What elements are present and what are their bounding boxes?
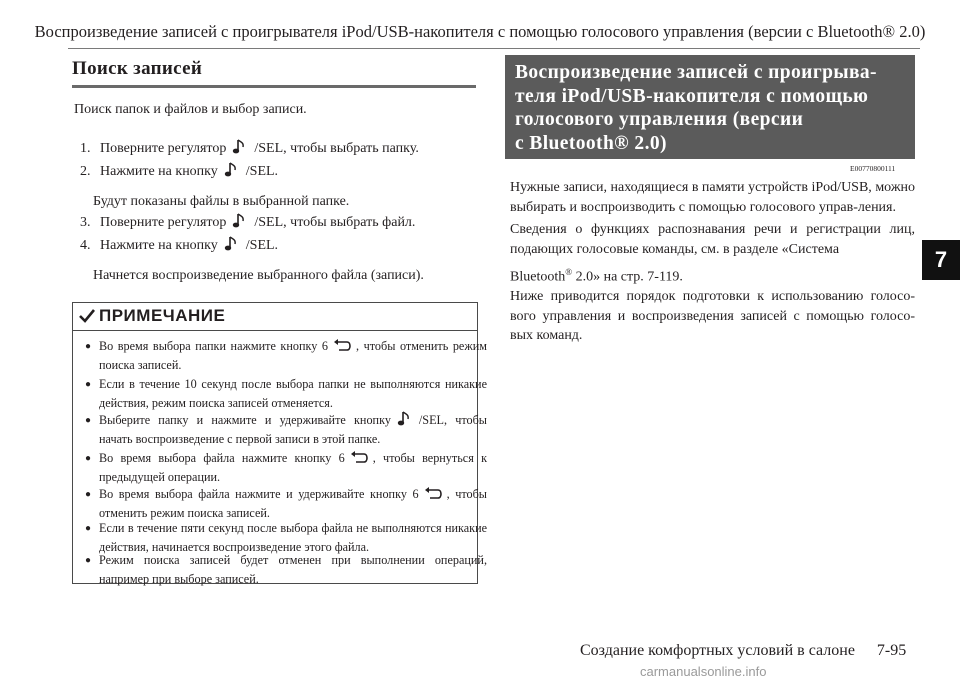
note-item xyxy=(85,411,487,449)
step-number: 2. xyxy=(80,164,91,179)
step-3 xyxy=(80,213,415,231)
back-icon xyxy=(333,338,351,352)
page-number: 7-95 xyxy=(876,642,907,659)
step-result: Будут показаны файлы в выбранной папке. xyxy=(93,194,350,209)
paragraph: Нужные записи, находящиеся в памяти устройств iPod/USB, можно выбирать и воспроизводить с помощью голосового управ-ления. xyxy=(510,180,915,215)
back-icon xyxy=(424,486,442,500)
checkmark-icon xyxy=(79,309,95,323)
step-result: Начнется воспроизведение выбранного файла (записи). xyxy=(93,268,424,283)
note-text: Во время выбора файла нажмите и удерживайте кнопку 6 xyxy=(99,487,419,501)
note-heading-text: ПРИМЕЧАНИЕ xyxy=(99,306,226,325)
banner-line: голосового управления (версии xyxy=(515,109,804,130)
page-footer xyxy=(580,642,906,660)
step-text: Поверните регулятор xyxy=(100,141,227,156)
section-code: E00770800111 xyxy=(850,164,896,173)
body-text xyxy=(510,178,915,346)
note-text: , чтобы отменить режим поиска записей. xyxy=(99,339,487,372)
step-text: Нажмите на кнопку xyxy=(100,238,218,253)
paragraph: Ниже приводится порядок подготовки к использованию голосо-вого управления и воспроизведения записей с помощью голосо-вых команд. xyxy=(510,289,915,344)
running-header: Воспроизведение записей с проигрывателя iPod/USB-накопителя с помощью голосового управления (версии с Bluetooth® 2.0) xyxy=(34,22,926,41)
step-text: /SEL, чтобы выбрать файл. xyxy=(254,215,416,230)
note-box xyxy=(72,302,488,586)
step-number: 4. xyxy=(80,238,91,253)
note-item xyxy=(85,485,487,523)
note-item: ● Режим поиска записей будет отменен при выполнении операций, например при выборе записей. xyxy=(85,551,487,589)
note-text: Во время выбора папки нажмите кнопку 6 xyxy=(99,339,328,353)
section-banner xyxy=(505,55,915,159)
step-2 xyxy=(80,162,278,180)
step-number: 1. xyxy=(80,141,91,156)
tune-knob-icon xyxy=(231,213,249,229)
step-text: /SEL. xyxy=(245,164,279,179)
text: Bluetooth xyxy=(510,269,566,285)
note-text: Выберите папку и нажмите и удерживайте кнопку xyxy=(99,413,391,427)
banner-line: с Bluetooth® 2.0) xyxy=(515,132,667,154)
paragraph: Сведения о функциях распознавания речи и регистрации лиц, подающих голосовые команды, см. в разделе «Система xyxy=(510,222,915,257)
chapter-tab: 7 xyxy=(922,240,960,280)
note-item: ● Если в течение 10 секунд после выбора папки не выполняются никакие действия, режим поиска записей отменяется. xyxy=(85,375,487,413)
note-text: /SEL, чтобы начать воспроизведение с первой записи в этой папке. xyxy=(99,413,487,446)
note-heading xyxy=(79,306,225,326)
tune-knob-icon xyxy=(223,162,241,178)
paragraph-cont xyxy=(510,263,915,287)
note-item xyxy=(85,337,487,375)
watermark: carmanualsonline.info xyxy=(640,664,767,679)
tune-knob-icon xyxy=(396,411,414,427)
back-icon xyxy=(350,450,368,464)
banner-line: Воспроизведение записей с проигрыва- xyxy=(515,62,877,83)
note-text: Во время выбора файла нажмите кнопку 6 xyxy=(99,451,345,465)
note-text: , чтобы вернуться к предыдущей операции. xyxy=(99,451,487,484)
footer-chapter-title: Создание комфортных условий в салоне xyxy=(580,642,855,659)
intro-text: Поиск папок и файлов и выбор записи. xyxy=(74,102,307,117)
step-4 xyxy=(80,236,278,254)
note-item: ● Если в течение пяти секунд после выбора файла не выполняются никакие действия, начинается воспроизведение этого файла. xyxy=(85,519,487,557)
note-divider xyxy=(73,330,477,331)
note-text: , чтобы отменить режим поиска записей. xyxy=(99,487,488,520)
banner-line: теля iPod/USB-накопителя с помощью xyxy=(515,85,869,107)
registered-mark: ® xyxy=(565,267,573,277)
note-item xyxy=(85,449,487,487)
step-1 xyxy=(80,139,419,157)
step-text: Нажмите на кнопку xyxy=(100,164,218,179)
header-divider xyxy=(68,48,920,49)
step-text: /SEL. xyxy=(245,238,279,253)
step-text: Поверните регулятор xyxy=(100,215,227,230)
step-number: 3. xyxy=(80,215,91,230)
text: 2.0» на стр. 7-119. xyxy=(572,269,683,285)
tune-knob-icon xyxy=(223,236,241,252)
tune-knob-icon xyxy=(231,139,249,155)
section-title: Поиск записей xyxy=(72,58,203,79)
step-text: /SEL, чтобы выбрать папку. xyxy=(254,141,419,156)
section-divider xyxy=(72,85,476,88)
